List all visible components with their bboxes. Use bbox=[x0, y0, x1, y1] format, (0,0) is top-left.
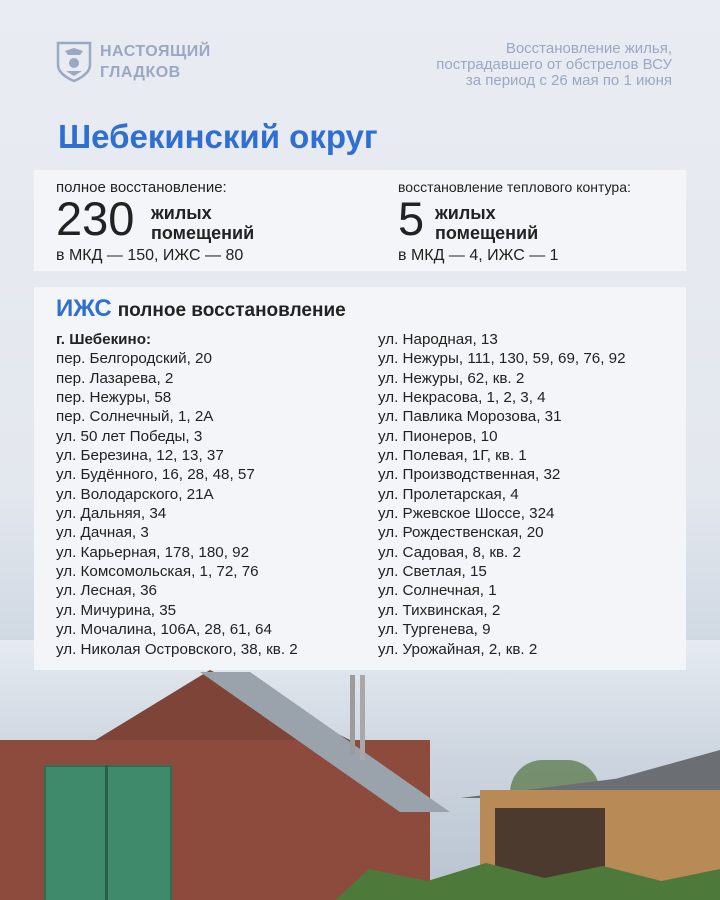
list-item: пер. Солнечный, 1, 2А bbox=[56, 408, 214, 426]
list-item: ул. Ржевское Шоссе, 324 bbox=[378, 505, 555, 523]
list-item: ул. Павлика Морозова, 31 bbox=[378, 408, 562, 426]
list-item: пер. Нежуры, 58 bbox=[56, 389, 172, 407]
list-item: ул. Пролетарская, 4 bbox=[378, 485, 519, 503]
stat-breakdown: в МКД — 4, ИЖС — 1 bbox=[398, 247, 559, 264]
period-note-line1: Восстановление жилья, bbox=[505, 40, 672, 57]
list-acronym: ИЖС bbox=[56, 295, 112, 322]
list-item: ул. Володарского, 21А bbox=[56, 485, 214, 503]
list-heading bbox=[56, 295, 346, 323]
list-item: ул. Рождественская, 20 bbox=[378, 524, 544, 542]
list-item: ул. Тихвинская, 2 bbox=[378, 601, 501, 619]
stat-number: 5 bbox=[398, 192, 425, 245]
list-item: ул. Березина, 12, 13, 37 bbox=[56, 447, 224, 465]
page-title: Шебекинский округ bbox=[58, 118, 378, 155]
stat-number: 230 bbox=[56, 192, 135, 245]
stat-breakdown: в МКД — 150, ИЖС — 80 bbox=[56, 247, 244, 264]
list-item: ул. Лесная, 36 bbox=[56, 582, 157, 600]
list-item: ул. Народная, 13 bbox=[378, 331, 498, 348]
list-item: ул. Нежуры, 62, кв. 2 bbox=[378, 369, 525, 387]
brand-line2: ГЛАДКОВ bbox=[100, 64, 181, 81]
list-item: ул. Садовая, 8, кв. 2 bbox=[378, 543, 521, 561]
stat-caption: полное восстановление: bbox=[56, 179, 227, 196]
list-item: ул. Производственная, 32 bbox=[378, 466, 561, 484]
address-list-panel bbox=[34, 287, 686, 670]
list-item: ул. Солнечная, 1 bbox=[378, 582, 497, 600]
list-item: ул. Светлая, 15 bbox=[378, 563, 487, 581]
list-item: ул. Урожайная, 2, кв. 2 bbox=[378, 640, 538, 658]
list-heading-text: полное восстановление bbox=[117, 300, 346, 321]
stat-units-line1: жилых bbox=[435, 203, 496, 223]
stat-units-line1: жилых bbox=[151, 203, 212, 223]
background-photo bbox=[0, 640, 720, 900]
period-note bbox=[436, 41, 672, 89]
list-item: ул. Нежуры, 111, 130, 59, 69, 76, 92 bbox=[378, 350, 626, 368]
period-note-line3: за период с 26 мая по 1 июня bbox=[465, 72, 672, 89]
address-column-1 bbox=[56, 330, 298, 659]
list-item: ул. Дачная, 3 bbox=[56, 524, 149, 542]
list-item: ул. Пионеров, 10 bbox=[378, 427, 498, 445]
address-column-2 bbox=[378, 330, 626, 659]
list-item: ул. 50 лет Победы, 3 bbox=[56, 427, 203, 445]
list-item: ул. Дальняя, 34 bbox=[56, 505, 167, 523]
list-item: ул. Полевая, 1Г, кв. 1 bbox=[378, 447, 527, 465]
list-item: ул. Мочалина, 106А, 28, 61, 64 bbox=[56, 621, 272, 639]
brand-line1: НАСТОЯЩИЙ bbox=[100, 43, 211, 60]
stat-units-line2: помещений bbox=[435, 223, 539, 243]
list-item: ул. Карьерная, 178, 180, 92 bbox=[56, 543, 250, 561]
coat-of-arms-icon bbox=[56, 41, 92, 83]
stat-units-line2: помещений bbox=[151, 223, 255, 243]
list-item: ул. Комсомольская, 1, 72, 76 bbox=[56, 563, 259, 581]
period-note-line2: пострадавшего от обстрелов ВСУ bbox=[436, 56, 672, 73]
stat-caption: восстановление теплового контура: bbox=[398, 179, 631, 195]
brand-name bbox=[100, 41, 211, 83]
list-item: ул. Будённого, 16, 28, 48, 57 bbox=[56, 466, 255, 484]
list-item: пер. Белгородский, 20 bbox=[56, 350, 212, 368]
list-item: ул. Николая Островского, 38, кв. 2 bbox=[56, 640, 298, 658]
list-item: ул. Тургенева, 9 bbox=[378, 621, 491, 639]
list-item: пер. Лазарева, 2 bbox=[56, 369, 174, 387]
list-item: ул. Некрасова, 1, 2, 3, 4 bbox=[378, 389, 546, 407]
city-label: г. Шебекино: bbox=[56, 331, 152, 348]
stats-panel bbox=[34, 170, 686, 271]
list-item: ул. Мичурина, 35 bbox=[56, 601, 177, 619]
